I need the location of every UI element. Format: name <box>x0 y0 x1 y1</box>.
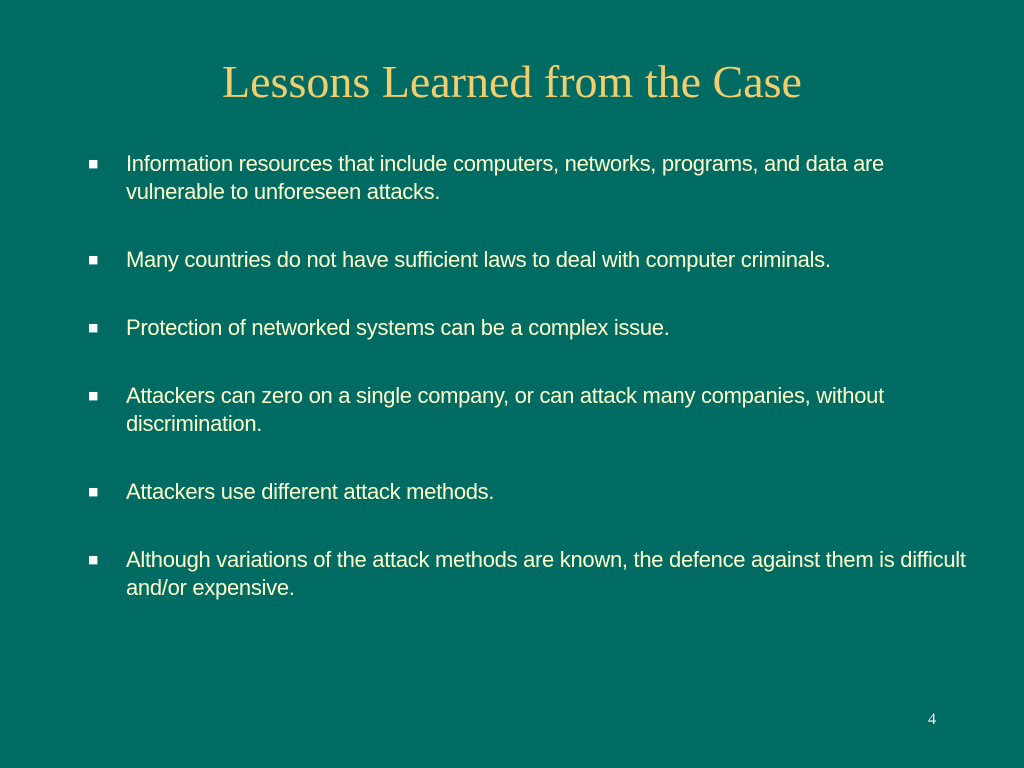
page-number: 4 <box>928 711 936 728</box>
bullet-item <box>86 314 966 342</box>
bullet-list <box>86 150 966 642</box>
bullet-item <box>86 150 966 206</box>
bullet-text: Protection of networked systems can be a complex issue. <box>126 315 670 340</box>
bullet-text: Information resources that include computers, networks, programs, and data are vulnerable to unforeseen attacks. <box>126 151 884 204</box>
bullet-text: Attackers can zero on a single company, or can attack many companies, without discrimination. <box>126 383 884 436</box>
bullet-text: Although variations of the attack methods are known, the defence against them is difficult and/or expensive. <box>126 547 966 600</box>
square-bullet-icon: ■ <box>88 485 99 498</box>
square-bullet-icon: ■ <box>88 321 99 334</box>
bullet-item <box>86 382 966 438</box>
bullet-item <box>86 546 966 602</box>
square-bullet-icon: ■ <box>88 253 99 266</box>
bullet-item <box>86 246 966 274</box>
slide-title: Lessons Learned from the Case <box>222 56 802 107</box>
bullet-text: Many countries do not have sufficient laws to deal with computer criminals. <box>126 247 831 272</box>
square-bullet-icon: ■ <box>88 157 99 170</box>
bullet-text: Attackers use different attack methods. <box>126 479 495 504</box>
square-bullet-icon: ■ <box>88 553 99 566</box>
bullet-item <box>86 478 966 506</box>
square-bullet-icon: ■ <box>88 389 99 402</box>
